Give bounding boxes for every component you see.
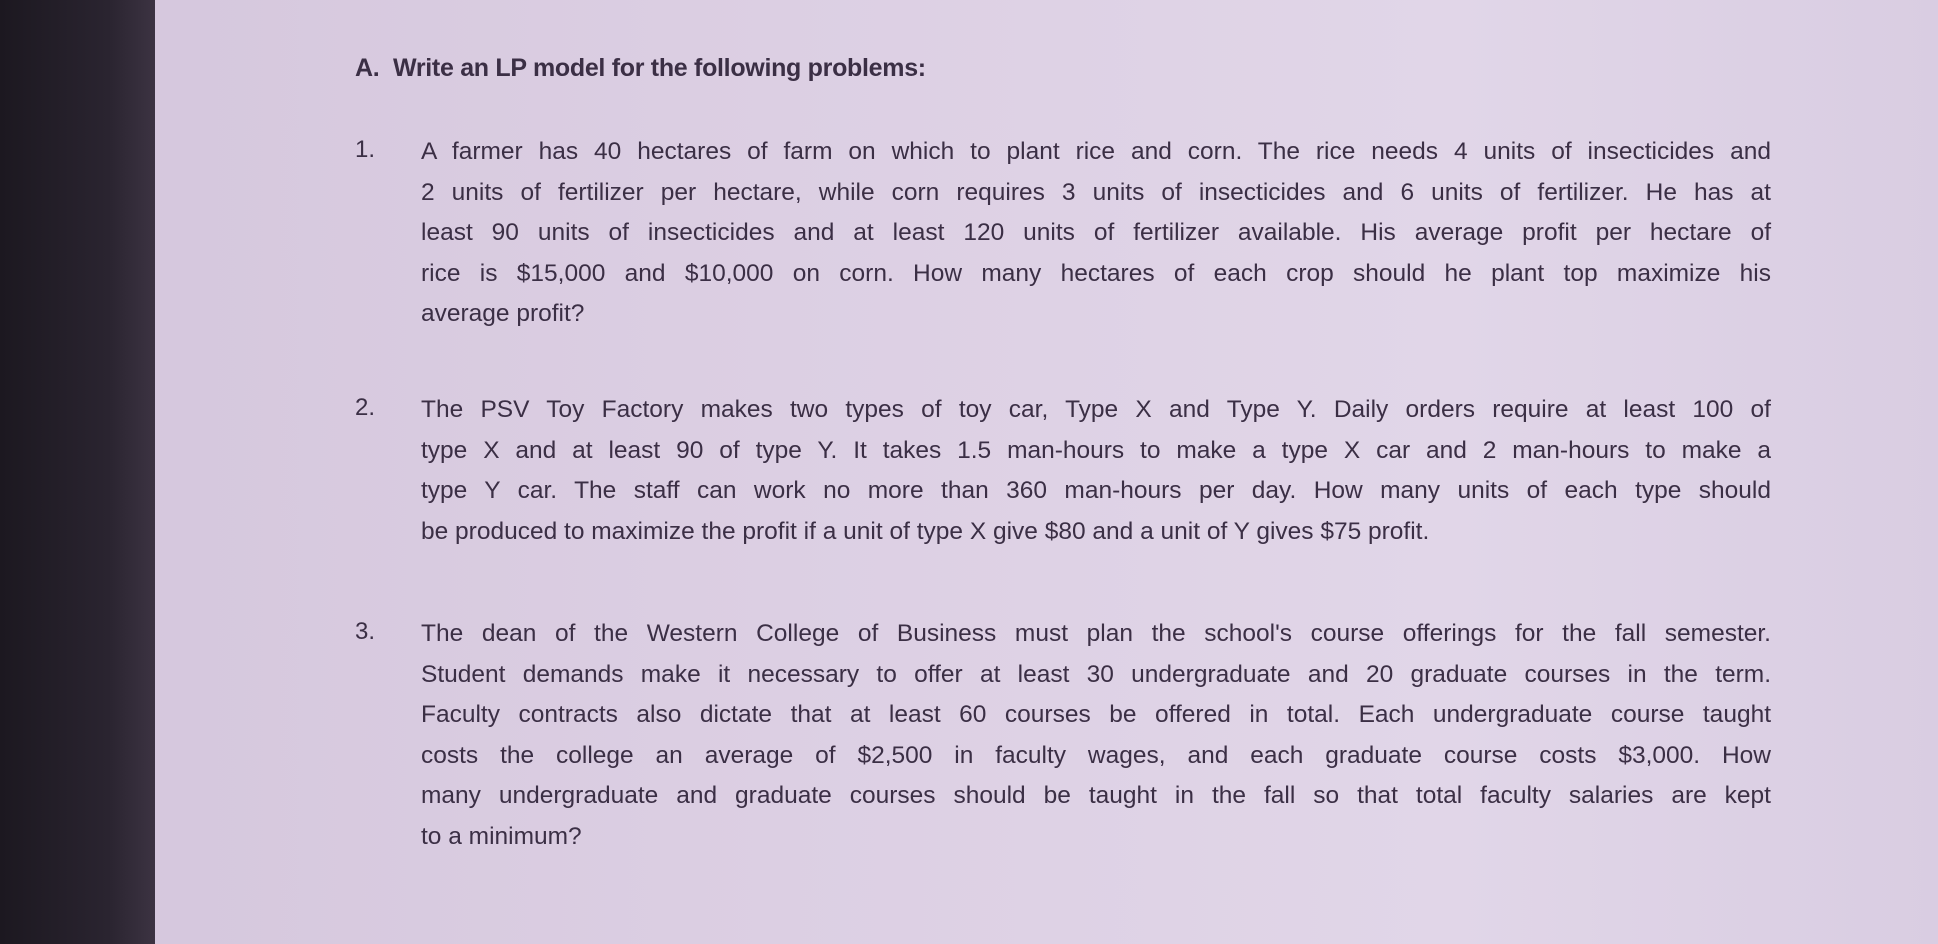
problem-text-line: to a minimum? bbox=[421, 822, 582, 850]
problem-text-line: be produced to maximize the profit if a unit of type X give $80 and a unit of Y gives $75 profit. bbox=[421, 517, 1430, 545]
problem-text-line: Student demands make it necessary to offer at least 30 undergraduate and 20 graduate courses in the term. bbox=[421, 660, 1771, 688]
problem-text-line: The dean of the Western College of Business must plan the school's course offerings for the fall semester. bbox=[421, 620, 1771, 647]
problem-number: 1. bbox=[355, 136, 376, 163]
problem-text-line: rice is $15,000 and $10,000 on corn. How many hectares of each crop should he plant top maximize his bbox=[421, 259, 1771, 287]
section-letter: A. bbox=[355, 54, 380, 82]
problem-text-line: many undergraduate and graduate courses should be taught in the fall so that total faculty salaries are kept bbox=[421, 782, 1771, 809]
problem-text-line: type Y car. The staff can work no more than 360 man-hours per day. How many units of each type should bbox=[421, 477, 1771, 504]
problem-text-line: least 90 units of insecticides and at least 120 units of fertilizer available. His average profit per hectare of bbox=[421, 219, 1771, 246]
problem-text-line: costs the college an average of $2,500 in faculty wages, and each graduate course costs $3,000. How bbox=[421, 741, 1771, 769]
problem-number: 3. bbox=[355, 618, 376, 645]
problem-text-line: type X and at least 90 of type Y. It takes 1.5 man-hours to make a type X car and 2 man-hours to make a bbox=[421, 436, 1771, 464]
problem-text-line: Faculty contracts also dictate that at least 60 courses be offered in total. Each undergraduate course taught bbox=[421, 701, 1771, 728]
problem-number: 2. bbox=[355, 394, 376, 421]
screen-bezel bbox=[0, 0, 155, 944]
section-heading bbox=[355, 54, 926, 83]
problem-text-line: The PSV Toy Factory makes two types of toy car, Type X and Type Y. Daily orders require at least 100 of bbox=[421, 396, 1771, 423]
problem-text-line: 2 units of fertilizer per hectare, while corn requires 3 units of insecticides and 6 units of fertilizer. He has at bbox=[421, 178, 1771, 206]
problem-text-line: A farmer has 40 hectares of farm on which to plant rice and corn. The rice needs 4 units of insecticides and bbox=[421, 138, 1771, 165]
problem-text-line: average profit? bbox=[421, 300, 585, 327]
section-title: Write an LP model for the following problems: bbox=[393, 54, 926, 82]
